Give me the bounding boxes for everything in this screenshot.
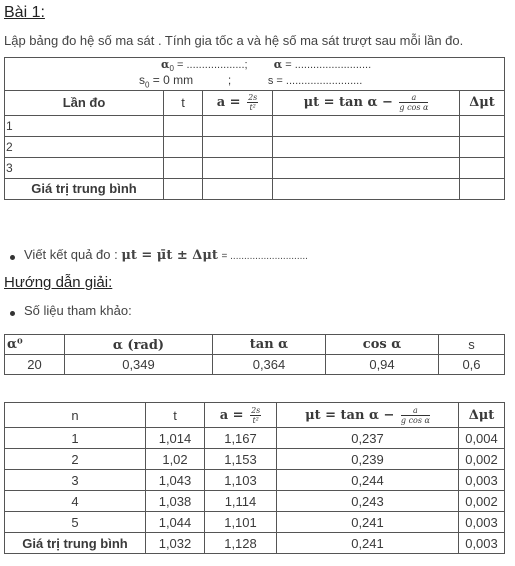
value-s: 0,6: [439, 355, 505, 375]
cell-mu: 0,244: [277, 470, 459, 491]
empty-cell: [203, 115, 273, 136]
cell-t: 1,014: [146, 428, 205, 449]
empty-cell: [203, 157, 273, 178]
value-tan: 0,364: [213, 355, 326, 375]
measurement-table: [4, 57, 505, 200]
row-index: 1: [5, 115, 164, 136]
col-header-tan: tan α: [213, 335, 326, 355]
alpha-rad-label: α (rad): [112, 337, 165, 353]
cell-n: 2: [5, 449, 146, 470]
s0-symbol: s: [139, 73, 145, 88]
empty-cell: [164, 115, 203, 136]
bullet-icon: [10, 255, 15, 260]
result-suffix: = ............................: [221, 251, 308, 262]
cell-t: 1,044: [146, 512, 205, 533]
col-header-a: [203, 90, 273, 115]
cell-a: 1,101: [205, 512, 277, 533]
cell-dmu: 0,003: [459, 512, 505, 533]
empty-cell: [203, 136, 273, 157]
empty-cell: [273, 115, 460, 136]
alpha-fill: = .........................: [282, 59, 372, 71]
col-header-s: s: [439, 335, 505, 355]
mu-formula-lhs: μt = tan α −: [303, 95, 398, 111]
a-num: 2s: [248, 93, 258, 103]
col-header-mu: [273, 90, 460, 115]
cell-a: 1,103: [205, 470, 277, 491]
s0-value: = 0 mm: [149, 73, 194, 88]
cell-mu: 0,239: [277, 449, 459, 470]
cell-n: 1: [5, 428, 146, 449]
col-header-delta-mu: Δμt: [460, 90, 505, 115]
separator: ;: [227, 73, 232, 88]
empty-cell: [164, 178, 203, 199]
empty-cell: [460, 115, 505, 136]
value-alpha-deg: 20: [5, 355, 65, 375]
empty-cell: [460, 136, 505, 157]
s0-sub: 0: [145, 80, 150, 90]
a-formula-lhs: a =: [219, 407, 249, 423]
cell-mu: 0,237: [277, 428, 459, 449]
alpha0-symbol: α: [161, 58, 170, 71]
col-header-cos: cos α: [326, 335, 439, 355]
table-setup-cell: [5, 58, 505, 91]
cell-mu: 0,241: [277, 512, 459, 533]
cell-n: 3: [5, 470, 146, 491]
empty-cell: [273, 178, 460, 199]
value-cos: 0,94: [326, 355, 439, 375]
average-label: Giá trị trung bình: [5, 533, 146, 554]
guide-heading: Hướng dẫn giải:: [4, 274, 113, 291]
a-den: t²: [252, 415, 259, 425]
result-formula: μt = μ̄t ± Δμt: [121, 248, 218, 263]
mu-num: a: [401, 406, 430, 416]
row-index: 2: [5, 136, 164, 157]
empty-cell: [203, 178, 273, 199]
mu-fraction: [401, 406, 430, 425]
empty-cell: [164, 157, 203, 178]
reference-table: [4, 334, 505, 375]
reference-label: Số liệu tham khảo:: [24, 303, 132, 318]
result-prefix: Viết kết quả đo :: [24, 247, 122, 262]
alpha-symbol: α: [273, 58, 283, 71]
result-prompt: [24, 247, 308, 263]
value-alpha-rad: 0,349: [65, 355, 213, 375]
exercise-title: Bài 1:: [4, 4, 45, 21]
col-header-t: t: [146, 403, 205, 428]
empty-cell: [460, 157, 505, 178]
mu-formula-lhs: μt = tan α −: [305, 407, 399, 423]
cell-dmu: 0,002: [459, 449, 505, 470]
col-header-n: n: [5, 403, 146, 428]
col-header-a: [205, 403, 277, 428]
mu-num: a: [399, 93, 428, 103]
mu-den: g cos α: [399, 103, 429, 113]
col-header-delta-mu: Δμt: [459, 403, 505, 428]
cell-dmu: 0,004: [459, 428, 505, 449]
empty-cell: [273, 136, 460, 157]
a-fraction: [250, 406, 261, 425]
a-formula-lhs: a =: [216, 95, 246, 111]
avg-dmu: 0,003: [459, 533, 505, 554]
col-header-t: t: [164, 90, 203, 115]
empty-cell: [164, 136, 203, 157]
avg-mu: 0,241: [277, 533, 459, 554]
cell-n: 5: [5, 512, 146, 533]
cell-dmu: 0,003: [459, 470, 505, 491]
mu-fraction: [399, 93, 428, 112]
cell-mu: 0,243: [277, 491, 459, 512]
col-header-alpha-rad: [65, 335, 213, 355]
a-fraction: [247, 93, 258, 112]
results-table: [4, 402, 505, 554]
s-fill: s = .........................: [267, 75, 363, 88]
cell-t: 1,038: [146, 491, 205, 512]
cell-a: 1,153: [205, 449, 277, 470]
cell-t: 1,043: [146, 470, 205, 491]
cell-dmu: 0,002: [459, 491, 505, 512]
row-index: 3: [5, 157, 164, 178]
mu-den: g cos α: [400, 415, 430, 425]
a-num: 2s: [251, 405, 261, 415]
cell-t: 1,02: [146, 449, 205, 470]
col-header-alpha-deg: α⁰: [5, 335, 65, 355]
alpha0-fill: = ...................;: [173, 59, 248, 71]
bullet-icon: [10, 311, 15, 316]
average-label: Giá trị trung bình: [5, 178, 164, 199]
a-den: t²: [249, 103, 256, 113]
col-header-lan-do: Lần đo: [5, 90, 164, 115]
cell-n: 4: [5, 491, 146, 512]
cell-a: 1,114: [205, 491, 277, 512]
col-header-mu: [277, 403, 459, 428]
empty-cell: [460, 178, 505, 199]
instruction-text: Lập bảng đo hệ số ma sát . Tính gia tốc a và hệ số ma sát trượt sau mỗi lần đo.: [4, 33, 464, 48]
cell-a: 1,167: [205, 428, 277, 449]
avg-a: 1,128: [205, 533, 277, 554]
alpha0-sub: 0: [169, 64, 174, 74]
empty-cell: [273, 157, 460, 178]
avg-t: 1,032: [146, 533, 205, 554]
